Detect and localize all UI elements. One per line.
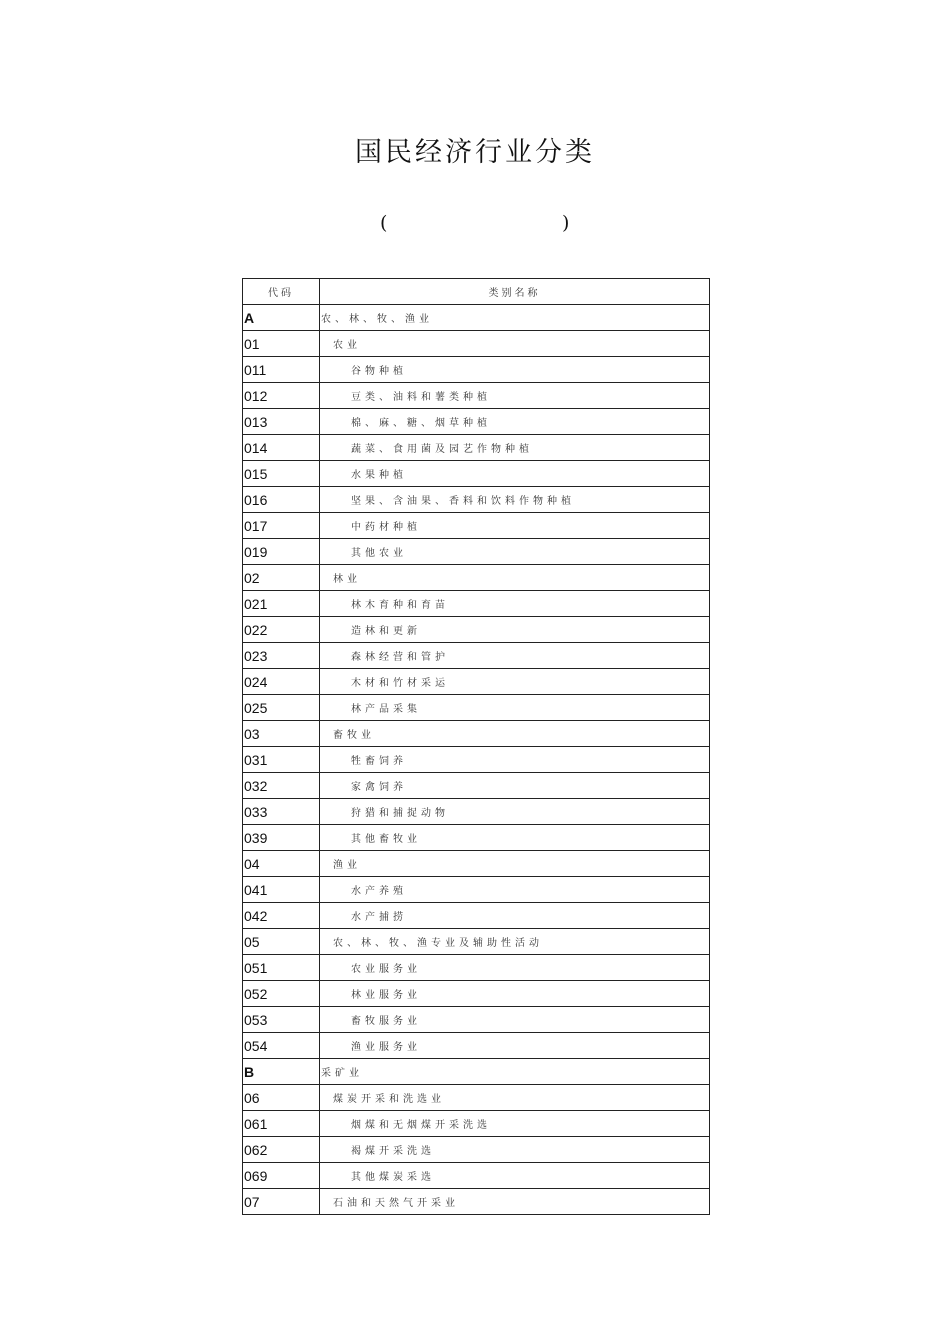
- row-code: 024: [243, 669, 320, 695]
- row-code: 054: [243, 1033, 320, 1059]
- row-code: B: [243, 1059, 320, 1085]
- row-category-name: 林产品采集: [320, 695, 710, 721]
- table-row: [243, 851, 710, 877]
- row-category-name: 其他畜牧业: [320, 825, 710, 851]
- row-category-name: 煤炭开采和洗选业: [320, 1085, 710, 1111]
- row-code: 013: [243, 409, 320, 435]
- row-category-name: 牲畜饲养: [320, 747, 710, 773]
- row-category-name: 农业服务业: [320, 955, 710, 981]
- table-row: [243, 1007, 710, 1033]
- row-category-name: 蔬菜、食用菌及园艺作物种植: [320, 435, 710, 461]
- row-category-name: 采矿业: [320, 1059, 710, 1085]
- row-category-name: 渔业服务业: [320, 1033, 710, 1059]
- row-code: 016: [243, 487, 320, 513]
- row-category-name: 农、林、牧、渔专业及辅助性活动: [320, 929, 710, 955]
- row-code: 061: [243, 1111, 320, 1137]
- row-code: 02: [243, 565, 320, 591]
- row-category-name: 渔业: [320, 851, 710, 877]
- row-code: 033: [243, 799, 320, 825]
- table-row: [243, 721, 710, 747]
- table-row: [243, 565, 710, 591]
- row-category-name: 畜牧服务业: [320, 1007, 710, 1033]
- row-category-name: 农、林、牧、渔业: [320, 305, 710, 331]
- table-row: [243, 1189, 710, 1215]
- header-name: 类别名称: [320, 279, 710, 305]
- table-row: [243, 305, 710, 331]
- table-row: [243, 409, 710, 435]
- table-row: [243, 643, 710, 669]
- paren-close: ): [562, 212, 570, 234]
- table-row: [243, 799, 710, 825]
- row-code: 042: [243, 903, 320, 929]
- row-code: 01: [243, 331, 320, 357]
- table-row: [243, 617, 710, 643]
- row-category-name: 木材和竹材采运: [320, 669, 710, 695]
- row-code: 015: [243, 461, 320, 487]
- row-code: 04: [243, 851, 320, 877]
- row-code: 019: [243, 539, 320, 565]
- table-row: [243, 1111, 710, 1137]
- row-category-name: 坚果、含油果、香料和饮料作物种植: [320, 487, 710, 513]
- table-row: [243, 929, 710, 955]
- row-category-name: 石油和天然气开采业: [320, 1189, 710, 1215]
- row-code: 069: [243, 1163, 320, 1189]
- table-row: [243, 669, 710, 695]
- row-code: 051: [243, 955, 320, 981]
- row-code: 039: [243, 825, 320, 851]
- table-row: [243, 539, 710, 565]
- table-row: [243, 1163, 710, 1189]
- table-row: [243, 877, 710, 903]
- row-code: 05: [243, 929, 320, 955]
- table-body: [243, 305, 710, 1215]
- row-category-name: 狩猎和捕捉动物: [320, 799, 710, 825]
- row-category-name: 豆类、油料和薯类种植: [320, 383, 710, 409]
- row-code: 021: [243, 591, 320, 617]
- table-row: [243, 383, 710, 409]
- row-category-name: 造林和更新: [320, 617, 710, 643]
- row-category-name: 棉、麻、糖、烟草种植: [320, 409, 710, 435]
- table-row: [243, 435, 710, 461]
- table-row: [243, 1059, 710, 1085]
- table-row: [243, 747, 710, 773]
- row-category-name: 畜牧业: [320, 721, 710, 747]
- table-row: [243, 695, 710, 721]
- row-code: 07: [243, 1189, 320, 1215]
- table-row: [243, 903, 710, 929]
- row-code: 025: [243, 695, 320, 721]
- industry-classification-table: [242, 278, 710, 1215]
- table-row: [243, 591, 710, 617]
- row-category-name: 其他农业: [320, 539, 710, 565]
- row-code: 03: [243, 721, 320, 747]
- row-category-name: 林木育种和育苗: [320, 591, 710, 617]
- table-row: [243, 825, 710, 851]
- table-row: [243, 773, 710, 799]
- row-category-name: 林业服务业: [320, 981, 710, 1007]
- table-row: [243, 513, 710, 539]
- row-category-name: 水产养殖: [320, 877, 710, 903]
- table-row: [243, 1085, 710, 1111]
- row-code: 011: [243, 357, 320, 383]
- table-row: [243, 331, 710, 357]
- header-code: 代码: [243, 279, 320, 305]
- table-row: [243, 487, 710, 513]
- row-category-name: 褐煤开采洗选: [320, 1137, 710, 1163]
- table-header-row: [243, 279, 710, 305]
- row-code: 052: [243, 981, 320, 1007]
- row-category-name: 其他煤炭采选: [320, 1163, 710, 1189]
- row-category-name: 谷物种植: [320, 357, 710, 383]
- row-code: 031: [243, 747, 320, 773]
- row-code: 032: [243, 773, 320, 799]
- row-code: 012: [243, 383, 320, 409]
- subtitle-parentheses: [0, 212, 950, 236]
- row-category-name: 森林经营和管护: [320, 643, 710, 669]
- row-category-name: 水产捕捞: [320, 903, 710, 929]
- row-code: 053: [243, 1007, 320, 1033]
- row-category-name: 中药材种植: [320, 513, 710, 539]
- paren-open: (: [380, 212, 388, 234]
- row-code: A: [243, 305, 320, 331]
- row-category-name: 烟煤和无烟煤开采洗选: [320, 1111, 710, 1137]
- row-category-name: 家禽饲养: [320, 773, 710, 799]
- table-row: [243, 1137, 710, 1163]
- table-row: [243, 955, 710, 981]
- row-code: 041: [243, 877, 320, 903]
- row-category-name: 林业: [320, 565, 710, 591]
- table-row: [243, 357, 710, 383]
- table-row: [243, 981, 710, 1007]
- row-code: 017: [243, 513, 320, 539]
- table-row: [243, 461, 710, 487]
- row-category-name: 农业: [320, 331, 710, 357]
- table-row: [243, 1033, 710, 1059]
- row-category-name: 水果种植: [320, 461, 710, 487]
- row-code: 014: [243, 435, 320, 461]
- row-code: 06: [243, 1085, 320, 1111]
- row-code: 062: [243, 1137, 320, 1163]
- document-title: 国民经济行业分类: [355, 137, 595, 168]
- row-code: 023: [243, 643, 320, 669]
- row-code: 022: [243, 617, 320, 643]
